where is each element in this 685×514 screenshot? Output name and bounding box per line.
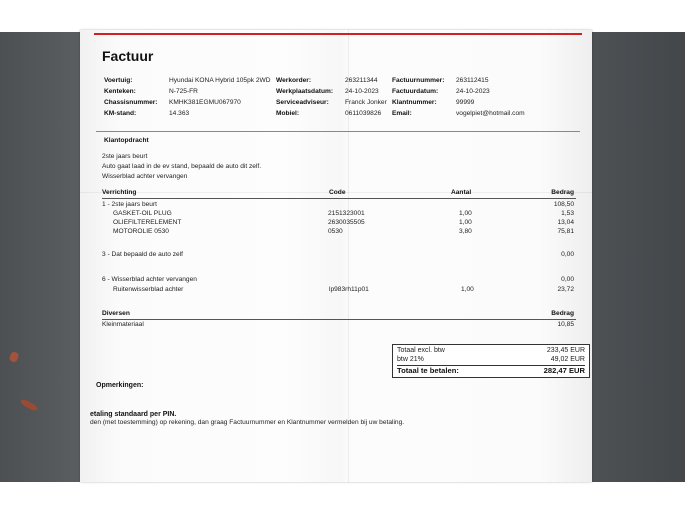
fold-crease <box>348 30 349 482</box>
diversen-rule <box>102 319 576 320</box>
info-label-voertuig: Voertuig: <box>104 77 133 84</box>
info-value-chassis: KMHK381EGMU067970 <box>169 99 241 106</box>
totals-btw-value: 49,02 EUR <box>550 356 585 363</box>
info-value-serviceadviseur: Franck Jonker <box>345 99 387 106</box>
table-row-desc: 3 - Dat bepaald de auto zelf <box>102 251 184 258</box>
totals-total-label: Totaal te betalen: <box>397 366 459 375</box>
table-row-desc: GASKET-OIL PLUG <box>113 210 172 217</box>
table-row-aantal: 1,00 <box>461 286 474 293</box>
totals-box <box>392 344 590 378</box>
payment-heading: etaling standaard per PIN. <box>90 411 177 418</box>
background-bottom <box>0 482 685 514</box>
info-label-mobiel: Mobiel: <box>276 110 300 117</box>
table-row-code: lp983rh11p01 <box>329 286 369 293</box>
info-label-werkplaatsdatum: Werkplaatsdatum: <box>276 88 334 95</box>
totals-excl-value: 233,45 EUR <box>546 347 585 354</box>
table-header-bedrag: Bedrag <box>551 189 574 196</box>
table-row-bedrag: 1,53 <box>561 210 574 217</box>
klantopdracht-line: 2ste jaars beurt <box>102 153 148 160</box>
section-divider <box>96 131 580 132</box>
table-row-bedrag: 75,81 <box>557 228 574 235</box>
klantopdracht-heading: Klantopdracht <box>104 137 149 144</box>
table-header-verrichting: Verrichting <box>102 189 137 196</box>
info-label-serviceadviseur: Serviceadviseur: <box>276 99 329 106</box>
background-right <box>592 32 685 482</box>
table-header-aantal: Aantal <box>451 189 472 196</box>
diversen-item: Kleinmateriaal <box>102 321 144 328</box>
totals-excl-label: Totaal excl. btw <box>397 347 445 354</box>
table-row-code: 2630035505 <box>328 219 365 226</box>
info-value-voertuig: Hyundai KONA Hybrid 105pk 2WD <box>169 77 271 84</box>
table-row-code: 0530 <box>328 228 343 235</box>
table-row-desc: MOTOROLIE 0530 <box>113 228 169 235</box>
table-header-code: Code <box>329 189 346 196</box>
info-value-kenteken: N-725-FR <box>169 88 198 95</box>
info-value-werkplaatsdatum: 24-10-2023 <box>345 88 379 95</box>
info-label-chassis: Chassisnummer: <box>104 99 158 106</box>
opmerkingen-label: Opmerkingen: <box>96 382 144 389</box>
info-value-klantnummer: 99999 <box>456 99 475 106</box>
table-header-rule <box>102 198 576 199</box>
invoice-paper <box>80 30 592 482</box>
table-row-code: 2151323001 <box>328 210 365 217</box>
info-value-email: vogelpiet@hotmail.com <box>456 110 525 117</box>
info-label-werkorder: Werkorder: <box>276 77 312 84</box>
info-value-factuurnummer: 263112415 <box>456 77 489 84</box>
totals-btw-label: btw 21% <box>397 356 424 363</box>
table-row-aantal: 3,80 <box>459 228 472 235</box>
diversen-bedrag-header: Bedrag <box>551 310 574 317</box>
info-label-factuurnummer: Factuurnummer: <box>392 77 445 84</box>
table-row-bedrag: 23,72 <box>557 286 574 293</box>
table-row-bedrag: 13,04 <box>557 219 574 226</box>
table-row-bedrag: 0,00 <box>561 251 574 258</box>
info-label-kenteken: Kenteken: <box>104 88 136 95</box>
table-row-desc: 6 - Wisserblad achter vervangen <box>102 276 197 283</box>
table-row-bedrag: 0,00 <box>561 276 574 283</box>
info-label-km: KM-stand: <box>104 110 137 117</box>
info-value-km: 14.363 <box>169 110 190 117</box>
header-accent-line <box>94 33 582 35</box>
info-label-factuurdatum: Factuurdatum: <box>392 88 439 95</box>
table-row-aantal: 1,00 <box>459 210 472 217</box>
table-row-desc: Ruitenwisserblad achter <box>113 286 184 293</box>
info-value-werkorder: 263211344 <box>345 77 378 84</box>
table-row-desc: 1 - 2ste jaars beurt <box>102 201 157 208</box>
table-row-bedrag: 108,50 <box>553 201 574 208</box>
table-row-aantal: 1,00 <box>459 219 472 226</box>
diversen-heading: Diversen <box>102 310 130 317</box>
payment-text: den (met toestemming) op rekening, dan graag Factuurnummer en Klantnummer vermelden bij uw betaling. <box>90 419 405 426</box>
klantopdracht-line: Wisserblad achter vervangen <box>102 173 188 180</box>
info-label-klantnummer: Klantnummer: <box>392 99 437 106</box>
info-value-factuurdatum: 24-10-2023 <box>456 88 490 95</box>
info-label-email: Email: <box>392 110 412 117</box>
table-row-desc: OLIEFILTERELEMENT <box>113 219 182 226</box>
invoice-title: Factuur <box>102 48 154 64</box>
klantopdracht-line: Auto gaat laad in de ev stand, bepaald de auto dit zelf. <box>102 163 262 170</box>
info-value-mobiel: 0611039826 <box>345 110 382 117</box>
diversen-amount: 10,85 <box>557 321 574 328</box>
background-left <box>0 32 80 482</box>
totals-total-value: 282,47 EUR <box>543 366 585 375</box>
